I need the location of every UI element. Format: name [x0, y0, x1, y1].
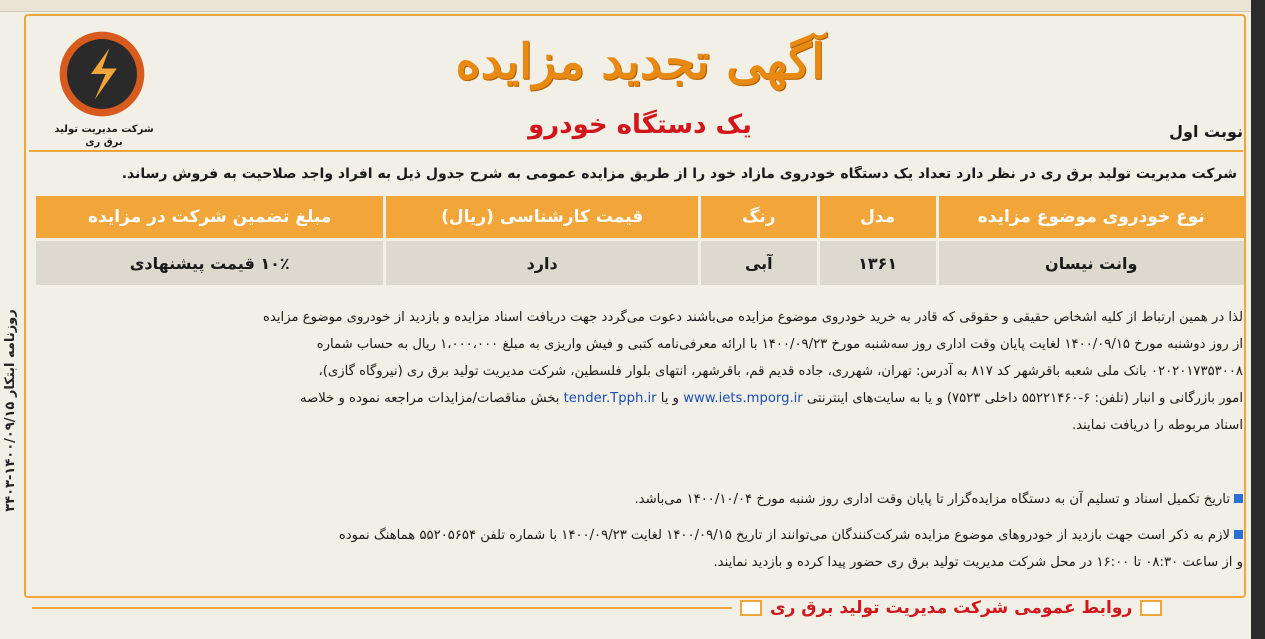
header-divider: [29, 150, 1243, 152]
table-cell-deposit: ۱۰٪ قیمت پیشنهادی: [36, 241, 383, 285]
table-cell-color: آبی: [701, 241, 817, 285]
ad-subtitle: یک دستگاه خودرو: [528, 110, 752, 140]
iets-website-link[interactable]: www.iets.mporg.ir: [683, 391, 803, 406]
footer-box-right: [740, 600, 762, 616]
body-line-2: از روز دوشنبه مورخ ۱۴۰۰/۰۹/۱۵ لغایت پایان وقت اداری روز سه‌شنبه مورخ ۱۴۰۰/۰۹/۲۳ با ارائه معرفی‌نامه کتبی و فیش واریزی به مبلغ ۱،۰۰۰،۰۰۰ ریال به حساب شماره: [316, 337, 1243, 352]
newspaper-date-label: روزنامه ابتکار ۱۴۰۰/۰۹/۱۵-۳۴۰۳: [2, 308, 18, 512]
footer-public-relations: روابط عمومی شرکت مدیریت تولید برق ری: [770, 598, 1133, 618]
table-header-deposit: مبلغ تضمین شرکت در مزایده: [36, 196, 383, 238]
intro-text: در نظر دارد تعداد یک دستگاه خودروی مازاد خود را از طریق مزایده عمومی به شرح جدول ذیل به افراد واجد صلاحیت به فروش رساند.: [121, 166, 1041, 182]
newspaper-side-label: [0, 280, 20, 540]
body-line-4-or: و یا: [656, 391, 684, 406]
table-header-model: مدل: [820, 196, 936, 238]
company-logo-icon: [56, 28, 148, 120]
body-line-4-start: امور بازرگانی و انبار (تلفن: ۶-۵۵۲۲۱۴۶۰ داخلی ۷۵۲۳) و یا به سایت‌های اینترنتی: [802, 391, 1243, 406]
table-header-color: رنگ: [701, 196, 817, 238]
bullet-visit: [27, 522, 1243, 576]
bullet-visit-text-1: لازم به ذکر است جهت بازدید از خودروهای موضوع مزایده شرکت‌کنندگان می‌توانند از تاریخ ۱۴۰۰/۰۹/۱۵ لغایت ۱۴۰۰/۰۹/۲۳ با شماره تلفن ۵۵۲۰۵۶۵۴ هماهنگ نموده: [338, 528, 1230, 543]
top-newsprint-strip: [0, 0, 1265, 12]
auction-table: [36, 196, 1244, 290]
logo-caption: [34, 124, 174, 149]
table-cell-model: ۱۳۶۱: [820, 241, 936, 285]
bullet-visit-text-2: و از ساعت ۰۸:۳۰ تا ۱۶:۰۰ در محل شرکت مدیریت تولید برق ری حضور پیدا کرده و بازدید نمایند.: [713, 555, 1243, 570]
footer-rule: [32, 607, 732, 609]
table-column-price: [386, 196, 697, 290]
body-line-1: لذا در همین ارتباط از کلیه اشخاص حقیقی و حقوقی که قادر به خرید خودروی موضوع مزایده می‌باشند دعوت می‌گردد جهت دریافت اسناد مزایده و بازدید از خودروی موضوع مزایده: [263, 310, 1243, 325]
bullet-deadline: [27, 486, 1243, 513]
logo-caption-line1: شرکت مدیریت تولید: [54, 124, 154, 135]
bullet-deadline-text: تاریخ تکمیل اسناد و تسلیم آن به دستگاه مزایده‌گزار تا پایان وقت اداری روز شنبه مورخ ۱۴۰۰/۱۰/۰۴ می‌باشد.: [634, 492, 1230, 507]
table-header-price: قیمت کارشناسی (ریال): [386, 196, 697, 238]
footer: [32, 596, 1162, 620]
body-line-4: [27, 385, 1243, 412]
body-line-5: اسناد مربوطه را دریافت نمایند.: [1071, 418, 1243, 433]
table-column-color: [701, 196, 817, 290]
intro-paragraph: [27, 166, 1237, 182]
table-cell-price: دارد: [386, 241, 697, 285]
body-paragraph: [27, 304, 1243, 439]
ad-title: آگهی تجدید مزایده: [455, 34, 825, 90]
table-column-model: [820, 196, 936, 290]
table-column-vehicle: [939, 196, 1244, 290]
intro-company-name: شرکت مدیریت تولید برق ری: [1040, 166, 1237, 182]
table-column-deposit: [36, 196, 383, 290]
right-binding-strip: [1251, 0, 1265, 639]
round-label: نوبت اول: [1169, 122, 1243, 141]
logo-caption-line2: برق ری: [85, 136, 123, 148]
tender-website-link[interactable]: tender.Tpph.ir: [563, 391, 657, 406]
bullet-square-icon: [1234, 494, 1243, 503]
body-line-4-end: بخش مناقصات/مزایدات مراجعه نموده و خلاصه: [300, 391, 564, 406]
table-cell-vehicle: وانت نیسان: [939, 241, 1244, 285]
body-line-3: ۰۲۰۲۰۱۷۳۵۳۰۰۸ بانک ملی شعبه باقرشهر کد ۸۱۷ به آدرس: تهران، شهرری، جاده قدیم قم، باقرشهر، انتهای بلوار فلسطین، شرکت مدیریت تولید برق ری (نیروگاه گازی)،: [318, 364, 1243, 379]
footer-box-left: [1140, 600, 1162, 616]
bullet-square-icon: [1234, 530, 1243, 539]
table-header-vehicle: نوع خودروی موضوع مزایده: [939, 196, 1244, 238]
